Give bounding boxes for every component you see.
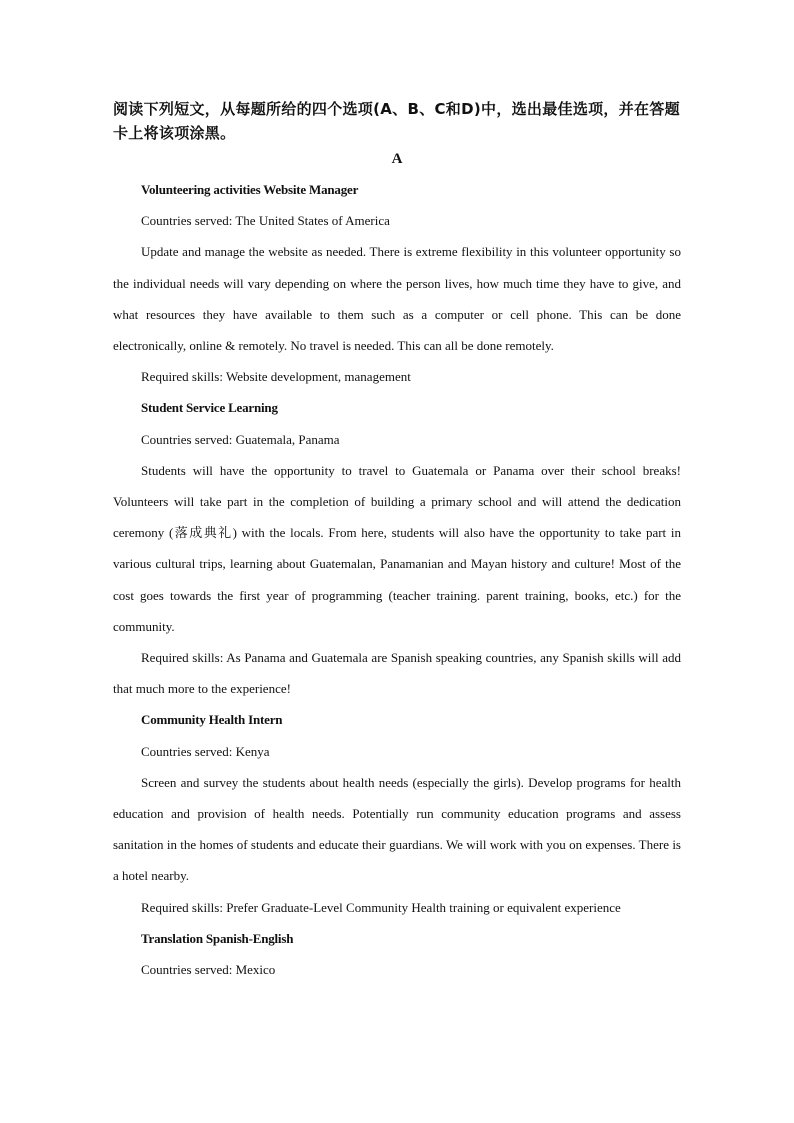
section-letter: A [391, 151, 403, 167]
job-countries-translation: Countries served: Mexico [141, 962, 276, 978]
job-title-community-health: Community Health Intern [141, 712, 283, 728]
job-countries-student-service: Countries served: Guatemala, Panama [141, 431, 340, 447]
job-skills-student-service: Required skills: As Panama and Guatemala are Spanish speaking countries, any Spanish skills will add that much more to the experience! [113, 650, 681, 697]
job-description-community-health: Screen and survey the students about health needs (especially the girls). Develop programs for health education and provision of health needs. Potentially run community education programs and assess sanitation in the homes of students and educate their guardians. We will work with you on expenses. There is a hotel nearby. [113, 774, 681, 884]
job-countries-community-health: Countries served: Kenya [141, 743, 270, 759]
job-title-translation: Translation Spanish-English [141, 930, 294, 946]
job-title-student-service: Student Service Learning [141, 400, 278, 416]
job-skills-website-manager: Required skills: Website development, management [141, 369, 411, 385]
job-description-student-service: Students will have the opportunity to travel to Guatemala or Panama over their school breaks! Volunteers will take part in the completion of building a primary school and will attend the dedication ceremony (落成典礼) with the locals. From here, students will also have the opportunity to take part in various cultural trips, learning about Guatemalan, Panamanian and Mayan history and culture! Most of the cost goes towards the first year of programming (teacher training. parent training, books, etc.) for the community. [113, 462, 681, 634]
job-countries-website-manager: Countries served: The United States of America [141, 213, 390, 229]
document-content [113, 97, 681, 985]
job-skills-community-health: Required skills: Prefer Graduate-Level Community Health training or equivalent experience [141, 899, 621, 915]
job-description-website-manager: Update and manage the website as needed. There is extreme flexibility in this volunteer opportunity so the individual needs will vary depending on where the person lives, how much time they have to give, and what resources they have available to them such as a computer or cell phone. This can be done electronically, online & remotely. No travel is needed. This can all be done remotely. [113, 244, 681, 354]
instruction-text: 阅读下列短文，从每题所给的四个选项(A、B、C和D)中，选出最佳选项，并在答题卡上将该项涂黑。 [113, 100, 680, 142]
job-title-website-manager: Volunteering activities Website Manager [141, 182, 359, 197]
